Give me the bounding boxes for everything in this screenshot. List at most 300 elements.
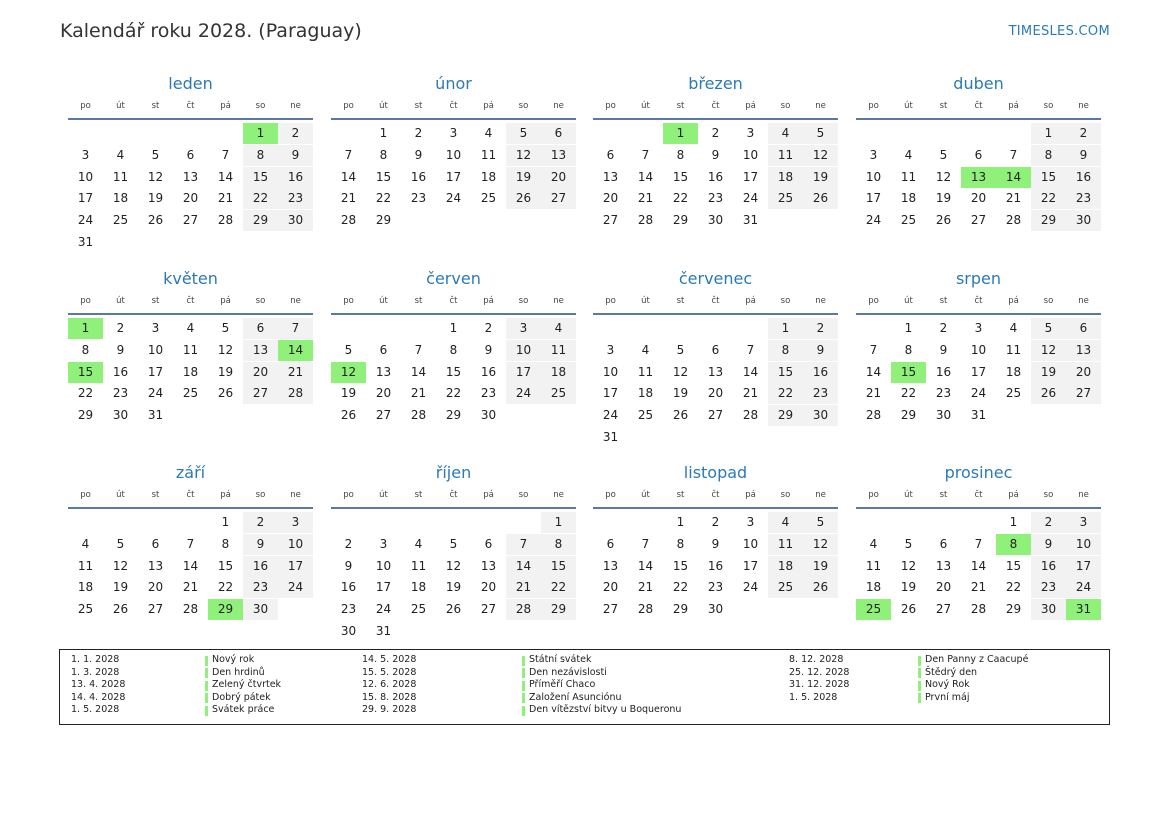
day-cell: 25 xyxy=(480,191,497,206)
day-cell: 15 xyxy=(1005,558,1022,573)
day-cell: 21 xyxy=(865,386,882,401)
holiday-day-cell: 31 xyxy=(1066,599,1101,620)
holiday-day-cell: 12 xyxy=(331,362,366,383)
day-cell: 30 xyxy=(340,624,357,638)
month-2 xyxy=(593,73,838,252)
day-cell: 22 xyxy=(672,580,689,595)
day-cell: 7 xyxy=(1009,147,1018,162)
day-cell: 14 xyxy=(182,558,199,573)
weekday-label: so xyxy=(780,490,791,500)
weekday-header xyxy=(331,486,576,504)
weekday-label: po xyxy=(868,296,879,306)
day-cell: 14 xyxy=(742,364,759,379)
day-cell: 18 xyxy=(768,167,803,188)
weekday-label: so xyxy=(780,101,791,111)
day-cell: 27 xyxy=(1066,383,1101,404)
weekday-label: st xyxy=(414,101,423,111)
day-cell: 17 xyxy=(742,169,759,184)
day-cell: 28 xyxy=(506,599,541,620)
weekday-label: čt xyxy=(974,296,983,306)
legend-date: 13. 4. 2028 xyxy=(71,679,126,690)
weekday-label: pá xyxy=(1008,490,1019,500)
weekday-label: ne xyxy=(815,490,826,500)
weekday-header xyxy=(331,292,576,310)
day-cell: 23 xyxy=(935,386,952,401)
holiday-day-cell: 25 xyxy=(856,599,891,620)
legend-holiday-name: První máj xyxy=(925,691,970,703)
day-cell: 17 xyxy=(278,556,313,577)
day-cell: 20 xyxy=(147,580,164,595)
weekday-label: pá xyxy=(220,101,231,111)
day-cell: 27 xyxy=(480,602,497,617)
legend-date: 12. 6. 2028 xyxy=(362,679,417,690)
day-cell: 6 xyxy=(243,318,278,339)
day-cell: 22 xyxy=(77,386,94,401)
month-0 xyxy=(68,73,313,252)
legend-date: 1. 1. 2028 xyxy=(71,654,120,665)
day-cell: 9 xyxy=(711,147,720,162)
weekday-label: čt xyxy=(449,101,458,111)
day-cell: 6 xyxy=(711,342,720,357)
day-cell: 26 xyxy=(900,602,917,617)
weekday-label: út xyxy=(116,296,125,306)
legend-holiday-name: Státní svátek xyxy=(529,654,592,665)
day-cell: 10 xyxy=(742,147,759,162)
day-cell: 13 xyxy=(1066,340,1101,361)
weekday-header xyxy=(593,486,838,504)
day-cell: 16 xyxy=(278,167,313,188)
day-cell: 27 xyxy=(970,213,987,228)
day-cell: 3 xyxy=(81,147,90,162)
weekday-label: st xyxy=(151,296,160,306)
month-8 xyxy=(68,462,313,641)
month-name: srpen xyxy=(955,269,1002,288)
day-cell: 28 xyxy=(340,213,357,228)
day-cell: 13 xyxy=(602,558,619,573)
day-grid xyxy=(856,315,1101,447)
day-cell: 25 xyxy=(410,602,427,617)
day-cell: 1 xyxy=(676,515,685,529)
day-cell: 20 xyxy=(480,580,497,595)
holiday-day-cell: 8 xyxy=(996,534,1031,555)
legend-marker xyxy=(205,693,208,703)
weekday-label: ne xyxy=(815,296,826,306)
day-cell: 28 xyxy=(970,602,987,617)
day-cell: 21 xyxy=(1005,191,1022,206)
legend-marker xyxy=(522,656,525,666)
legend-marker xyxy=(522,668,525,678)
day-cell: 2 xyxy=(711,515,720,529)
day-cell: 2 xyxy=(484,321,493,335)
day-cell: 1 xyxy=(1009,515,1018,529)
day-cell: 10 xyxy=(865,169,882,184)
day-cell: 13 xyxy=(707,364,724,379)
day-cell: 16 xyxy=(707,169,724,184)
month-7 xyxy=(856,268,1101,447)
day-cell: 29 xyxy=(243,210,278,231)
weekday-label: út xyxy=(379,296,388,306)
month-name: duben xyxy=(953,74,1004,93)
day-cell: 16 xyxy=(935,364,952,379)
weekday-label: st xyxy=(676,101,685,111)
day-cell: 31 xyxy=(147,408,164,423)
weekday-label: ne xyxy=(553,296,564,306)
weekday-label: st xyxy=(676,296,685,306)
weekday-label: po xyxy=(605,490,616,500)
day-cell: 20 xyxy=(602,191,619,206)
weekday-label: po xyxy=(868,490,879,500)
month-name: březen xyxy=(688,74,743,93)
day-cell: 8 xyxy=(768,340,803,361)
day-cell: 31 xyxy=(77,235,94,249)
holiday-day-cell: 1 xyxy=(663,123,698,144)
day-cell: 9 xyxy=(484,342,493,357)
day-cell: 3 xyxy=(746,126,755,140)
weekday-label: čt xyxy=(711,101,720,111)
month-name: prosinec xyxy=(944,463,1013,482)
day-cell: 15 xyxy=(672,169,689,184)
legend-date: 31. 12. 2028 xyxy=(789,679,850,690)
day-cell: 19 xyxy=(445,580,462,595)
day-cell: 8 xyxy=(449,342,458,357)
day-cell: 17 xyxy=(506,362,541,383)
day-cell: 9 xyxy=(1066,145,1101,166)
day-cell: 13 xyxy=(243,340,278,361)
day-cell: 4 xyxy=(186,321,195,335)
day-cell: 22 xyxy=(243,188,278,209)
day-cell: 29 xyxy=(541,599,576,620)
day-cell: 26 xyxy=(1031,383,1066,404)
day-cell: 31 xyxy=(742,213,759,228)
day-cell: 12 xyxy=(506,145,541,166)
day-cell: 24 xyxy=(602,408,619,423)
day-cell: 20 xyxy=(243,362,278,383)
day-cell: 6 xyxy=(974,147,983,162)
day-cell: 20 xyxy=(541,167,576,188)
day-cell: 11 xyxy=(900,169,917,184)
day-cell: 12 xyxy=(1031,340,1066,361)
weekday-label: so xyxy=(518,296,529,306)
day-cell: 31 xyxy=(602,430,619,444)
day-cell: 20 xyxy=(970,191,987,206)
day-cell: 1 xyxy=(221,515,230,529)
day-cell: 8 xyxy=(1031,145,1066,166)
legend-marker xyxy=(522,693,525,703)
weekday-label: st xyxy=(939,101,948,111)
weekday-label: út xyxy=(904,296,913,306)
weekday-label: ne xyxy=(290,490,301,500)
legend-marker xyxy=(205,706,208,716)
day-cell: 17 xyxy=(147,364,164,379)
day-cell: 12 xyxy=(900,558,917,573)
day-cell: 8 xyxy=(541,534,576,555)
weekday-header xyxy=(856,97,1101,115)
month-3 xyxy=(856,73,1101,252)
day-cell: 19 xyxy=(506,167,541,188)
day-cell: 24 xyxy=(445,191,462,206)
day-cell: 30 xyxy=(243,599,278,620)
day-cell: 12 xyxy=(112,558,129,573)
legend-holiday-name: Příměří Chaco xyxy=(529,679,596,690)
day-cell: 31 xyxy=(375,624,392,638)
day-cell: 21 xyxy=(410,386,427,401)
weekday-label: so xyxy=(518,490,529,500)
day-cell: 22 xyxy=(1031,188,1066,209)
day-cell: 24 xyxy=(865,213,882,228)
day-cell: 27 xyxy=(375,408,392,423)
day-cell: 25 xyxy=(541,383,576,404)
weekday-label: čt xyxy=(449,490,458,500)
day-cell: 22 xyxy=(541,577,576,598)
day-cell: 12 xyxy=(803,534,838,555)
weekday-label: čt xyxy=(974,101,983,111)
day-cell: 22 xyxy=(672,191,689,206)
day-cell: 28 xyxy=(1005,213,1022,228)
weekday-label: st xyxy=(939,296,948,306)
day-cell: 13 xyxy=(480,558,497,573)
month-1 xyxy=(331,73,576,252)
day-cell: 24 xyxy=(970,386,987,401)
day-cell: 18 xyxy=(541,362,576,383)
day-cell: 4 xyxy=(484,126,493,140)
day-cell: 26 xyxy=(803,188,838,209)
day-cell: 3 xyxy=(506,318,541,339)
day-cell: 22 xyxy=(375,191,392,206)
weekday-label: po xyxy=(80,101,91,111)
day-cell: 28 xyxy=(278,383,313,404)
day-cell: 11 xyxy=(541,340,576,361)
day-cell: 24 xyxy=(742,580,759,595)
day-cell: 6 xyxy=(1066,318,1101,339)
day-cell: 17 xyxy=(445,169,462,184)
day-cell: 20 xyxy=(1066,362,1101,383)
weekday-label: čt xyxy=(711,296,720,306)
day-cell: 21 xyxy=(278,362,313,383)
day-cell: 20 xyxy=(182,191,199,206)
day-cell: 23 xyxy=(1031,577,1066,598)
day-cell: 31 xyxy=(970,408,987,423)
weekday-label: st xyxy=(151,101,160,111)
day-cell: 14 xyxy=(410,364,427,379)
day-cell: 10 xyxy=(602,364,619,379)
day-cell: 28 xyxy=(742,408,759,423)
day-cell: 29 xyxy=(445,408,462,423)
day-cell: 11 xyxy=(1005,342,1022,357)
day-cell: 25 xyxy=(1005,386,1022,401)
day-cell: 26 xyxy=(935,213,952,228)
month-10 xyxy=(593,462,838,641)
weekday-label: po xyxy=(80,490,91,500)
brand-link[interactable]: TIMESLES.COM xyxy=(1008,24,1110,39)
day-cell: 29 xyxy=(768,405,803,426)
day-cell: 28 xyxy=(182,602,199,617)
legend-marker xyxy=(918,681,921,691)
weekday-label: út xyxy=(904,101,913,111)
day-cell: 27 xyxy=(147,602,164,617)
day-cell: 27 xyxy=(935,602,952,617)
day-cell: 16 xyxy=(707,558,724,573)
weekday-label: ne xyxy=(815,101,826,111)
weekday-label: ne xyxy=(290,101,301,111)
day-cell: 19 xyxy=(1031,362,1066,383)
month-11 xyxy=(856,462,1101,641)
day-grid xyxy=(593,120,838,252)
legend-marker xyxy=(522,681,525,691)
day-cell: 27 xyxy=(602,213,619,228)
day-cell: 29 xyxy=(672,213,689,228)
legend-holiday-name: Nový rok xyxy=(212,654,255,665)
day-cell: 17 xyxy=(970,364,987,379)
day-cell: 24 xyxy=(278,577,313,598)
day-cell: 23 xyxy=(340,602,357,617)
day-cell: 13 xyxy=(541,145,576,166)
weekday-label: po xyxy=(80,296,91,306)
day-cell: 30 xyxy=(935,408,952,423)
weekday-label: út xyxy=(904,490,913,500)
day-cell: 21 xyxy=(506,577,541,598)
weekday-label: ne xyxy=(1078,101,1089,111)
day-cell: 30 xyxy=(278,210,313,231)
day-cell: 10 xyxy=(375,558,392,573)
weekday-header xyxy=(68,292,313,310)
day-cell: 7 xyxy=(641,536,650,551)
day-cell: 9 xyxy=(243,534,278,555)
month-4 xyxy=(68,268,313,447)
month-name: září xyxy=(175,463,206,482)
day-cell: 6 xyxy=(379,342,388,357)
month-name: říjen xyxy=(435,463,472,482)
day-cell: 16 xyxy=(1066,167,1101,188)
day-cell: 5 xyxy=(939,147,948,162)
legend-date: 14. 5. 2028 xyxy=(362,654,417,665)
day-cell: 1 xyxy=(1031,123,1066,144)
day-grid xyxy=(331,315,576,447)
legend-holiday-name: Den hrdinů xyxy=(212,666,265,678)
day-cell: 6 xyxy=(484,536,493,551)
day-cell: 23 xyxy=(112,386,129,401)
weekday-label: ne xyxy=(1078,296,1089,306)
legend-date: 15. 5. 2028 xyxy=(362,666,417,678)
day-cell: 5 xyxy=(676,342,685,357)
weekday-label: ne xyxy=(290,296,301,306)
day-cell: 16 xyxy=(410,169,427,184)
weekday-header xyxy=(331,97,576,115)
day-cell: 17 xyxy=(742,558,759,573)
legend-date: 1. 3. 2028 xyxy=(71,666,120,678)
day-cell: 26 xyxy=(672,408,689,423)
day-cell: 5 xyxy=(803,512,838,533)
day-grid xyxy=(68,509,313,641)
holiday-day-cell: 1 xyxy=(68,318,103,339)
day-cell: 23 xyxy=(410,191,427,206)
day-cell: 22 xyxy=(217,580,234,595)
day-cell: 8 xyxy=(676,536,685,551)
day-cell: 12 xyxy=(803,145,838,166)
day-cell: 3 xyxy=(449,126,458,140)
day-cell: 12 xyxy=(672,364,689,379)
weekday-label: po xyxy=(343,296,354,306)
day-cell: 8 xyxy=(221,536,230,551)
day-cell: 30 xyxy=(1066,210,1101,231)
weekday-label: po xyxy=(868,101,879,111)
legend-date: 25. 12. 2028 xyxy=(789,666,850,678)
day-cell: 25 xyxy=(182,386,199,401)
legend-holiday-name: Dobrý pátek xyxy=(212,691,271,703)
legend-marker xyxy=(522,706,525,716)
day-cell: 9 xyxy=(803,340,838,361)
day-cell: 18 xyxy=(900,191,917,206)
day-cell: 3 xyxy=(1066,512,1101,533)
day-cell: 24 xyxy=(77,213,94,228)
day-cell: 10 xyxy=(147,342,164,357)
day-cell: 7 xyxy=(278,318,313,339)
legend-marker xyxy=(205,681,208,691)
day-cell: 14 xyxy=(637,558,654,573)
day-cell: 9 xyxy=(1031,534,1066,555)
day-cell: 3 xyxy=(278,512,313,533)
weekday-label: st xyxy=(676,490,685,500)
day-cell: 16 xyxy=(340,580,357,595)
day-cell: 7 xyxy=(414,342,423,357)
weekday-label: po xyxy=(343,490,354,500)
weekday-label: út xyxy=(116,101,125,111)
day-cell: 7 xyxy=(746,342,755,357)
day-cell: 28 xyxy=(217,213,234,228)
day-cell: 3 xyxy=(379,536,388,551)
day-cell: 8 xyxy=(904,342,913,357)
day-cell: 12 xyxy=(147,169,164,184)
day-cell: 2 xyxy=(116,321,125,335)
day-cell: 21 xyxy=(637,580,654,595)
weekday-label: pá xyxy=(483,101,494,111)
day-cell: 9 xyxy=(414,147,423,162)
legend-holiday-name: Den Panny z Caacupé xyxy=(925,654,1029,665)
legend-holiday-name: Nový Rok xyxy=(925,679,970,690)
day-cell: 30 xyxy=(112,408,129,423)
holiday-day-cell: 13 xyxy=(961,167,996,188)
day-cell: 19 xyxy=(147,191,164,206)
day-cell: 19 xyxy=(935,191,952,206)
month-name: leden xyxy=(168,74,213,93)
day-cell: 9 xyxy=(344,558,353,573)
day-cell: 30 xyxy=(707,213,724,228)
day-cell: 15 xyxy=(768,362,803,383)
day-cell: 18 xyxy=(480,169,497,184)
day-cell: 29 xyxy=(900,408,917,423)
day-cell: 1 xyxy=(541,512,576,533)
day-cell: 30 xyxy=(803,405,838,426)
day-cell: 29 xyxy=(1005,602,1022,617)
day-cell: 26 xyxy=(803,577,838,598)
day-cell: 6 xyxy=(606,147,615,162)
day-cell: 3 xyxy=(974,321,983,335)
day-cell: 22 xyxy=(445,386,462,401)
weekday-label: út xyxy=(379,490,388,500)
holiday-day-cell: 14 xyxy=(278,340,313,361)
day-cell: 16 xyxy=(803,362,838,383)
weekday-label: ne xyxy=(1078,490,1089,500)
weekday-label: čt xyxy=(711,490,720,500)
weekday-label: so xyxy=(1043,101,1054,111)
holiday-day-cell: 15 xyxy=(891,362,926,383)
day-cell: 15 xyxy=(445,364,462,379)
day-cell: 16 xyxy=(112,364,129,379)
day-cell: 23 xyxy=(278,188,313,209)
day-cell: 6 xyxy=(606,536,615,551)
day-cell: 10 xyxy=(278,534,313,555)
weekday-label: so xyxy=(1043,490,1054,500)
weekday-label: pá xyxy=(745,101,756,111)
